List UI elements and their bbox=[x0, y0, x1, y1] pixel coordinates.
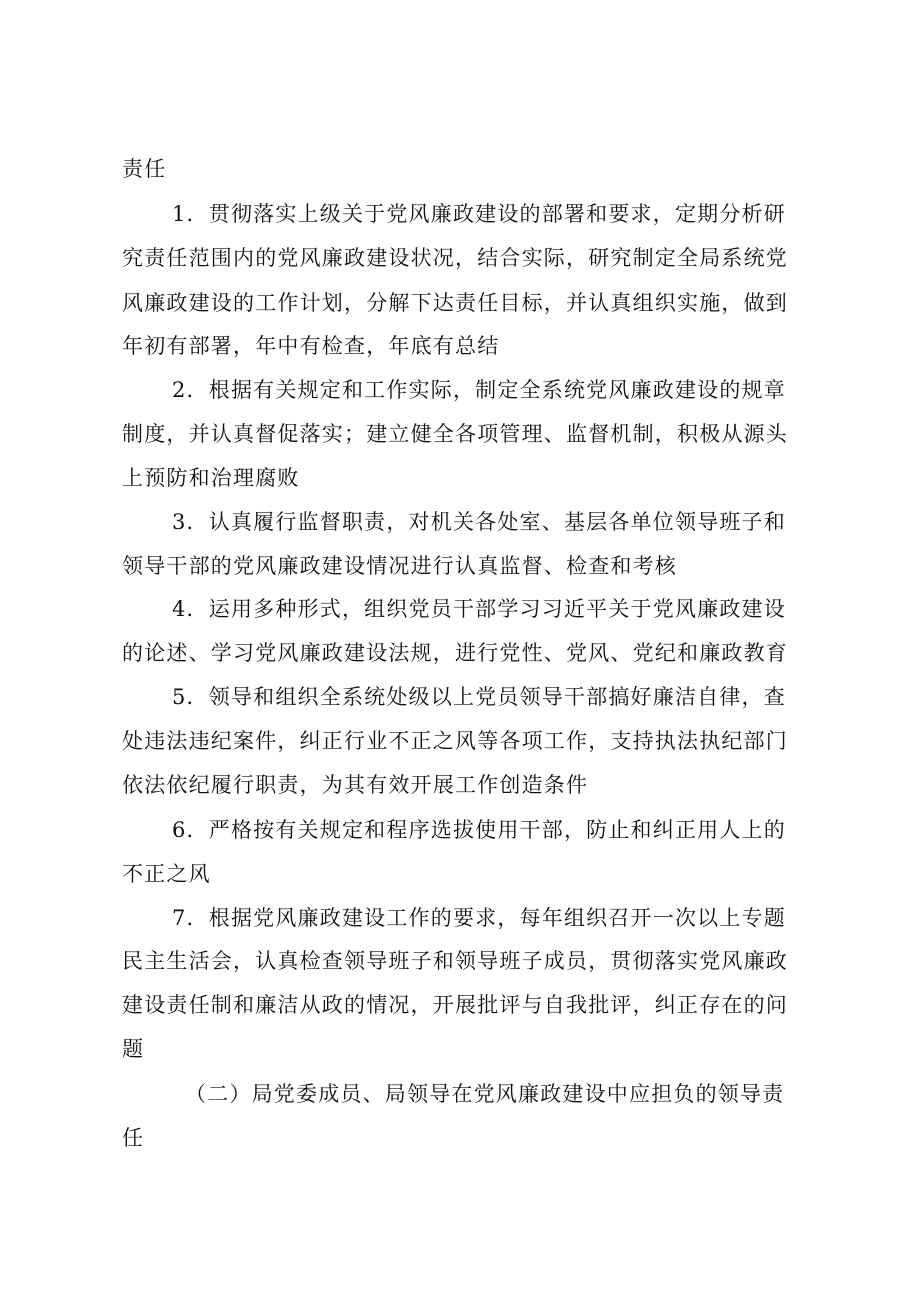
text-line: 责任 bbox=[122, 157, 167, 181]
text-line: 究责任范围内的党风廉政建设状况，结合实际，研究制定全局系统党 bbox=[122, 246, 788, 270]
text-line: 不正之风 bbox=[122, 862, 211, 886]
text-line: 民主生活会，认真检查领导班子和领导班子成员，贯彻落实党风廉政 bbox=[122, 949, 788, 973]
text-line: 风廉政建设的工作计划，分解下达责任目标，并认真组织实施，做到 bbox=[122, 291, 788, 315]
section-heading-continuation: 任 bbox=[122, 1126, 145, 1150]
text-line: 制度，并认真督促落实；建立健全各项管理、监督机制，积极从源头 bbox=[122, 422, 788, 446]
text-line: 领导干部的党风廉政建设情况进行认真监督、检查和考核 bbox=[122, 554, 677, 578]
text-line: 上预防和治理腐败 bbox=[122, 466, 300, 490]
text-line: 7．根据党风廉政建设工作的要求，每年组织召开一次以上专题 bbox=[172, 906, 786, 930]
section-heading: （二）局党委成员、局领导在党风廉政建设中应担负的领导责 bbox=[185, 1082, 785, 1106]
text-line: 年初有部署，年中有检查，年底有总结 bbox=[122, 334, 500, 358]
text-line: 题 bbox=[122, 1037, 145, 1061]
text-line: 5．领导和组织全系统处级以上党员领导干部搞好廉洁自律，查 bbox=[172, 685, 786, 709]
text-line: 1．贯彻落实上级关于党风廉政建设的部署和要求，定期分析研 bbox=[172, 202, 786, 226]
text-line: 依法依纪履行职责，为其有效开展工作创造条件 bbox=[122, 773, 589, 797]
text-line: 处违法违纪案件，纠正行业不正之风等各项工作，支持执法执纪部门 bbox=[122, 729, 788, 753]
text-line: 3．认真履行监督职责，对机关各处室、基层各单位领导班子和 bbox=[172, 510, 786, 534]
text-line: 的论述、学习党风廉政建设法规，进行党性、党风、党纪和廉政教育 bbox=[122, 641, 788, 665]
text-line: 2．根据有关规定和工作实际，制定全系统党风廉政建设的规章 bbox=[172, 378, 786, 402]
text-line: 4．运用多种形式，组织党员干部学习习近平关于党风廉政建设 bbox=[172, 597, 786, 621]
text-line: 6．严格按有关规定和程序选拔使用干部，防止和纠正用人上的 bbox=[172, 818, 786, 842]
text-line: 建设责任制和廉洁从政的情况，开展批评与自我批评，纠正存在的问 bbox=[122, 993, 788, 1017]
